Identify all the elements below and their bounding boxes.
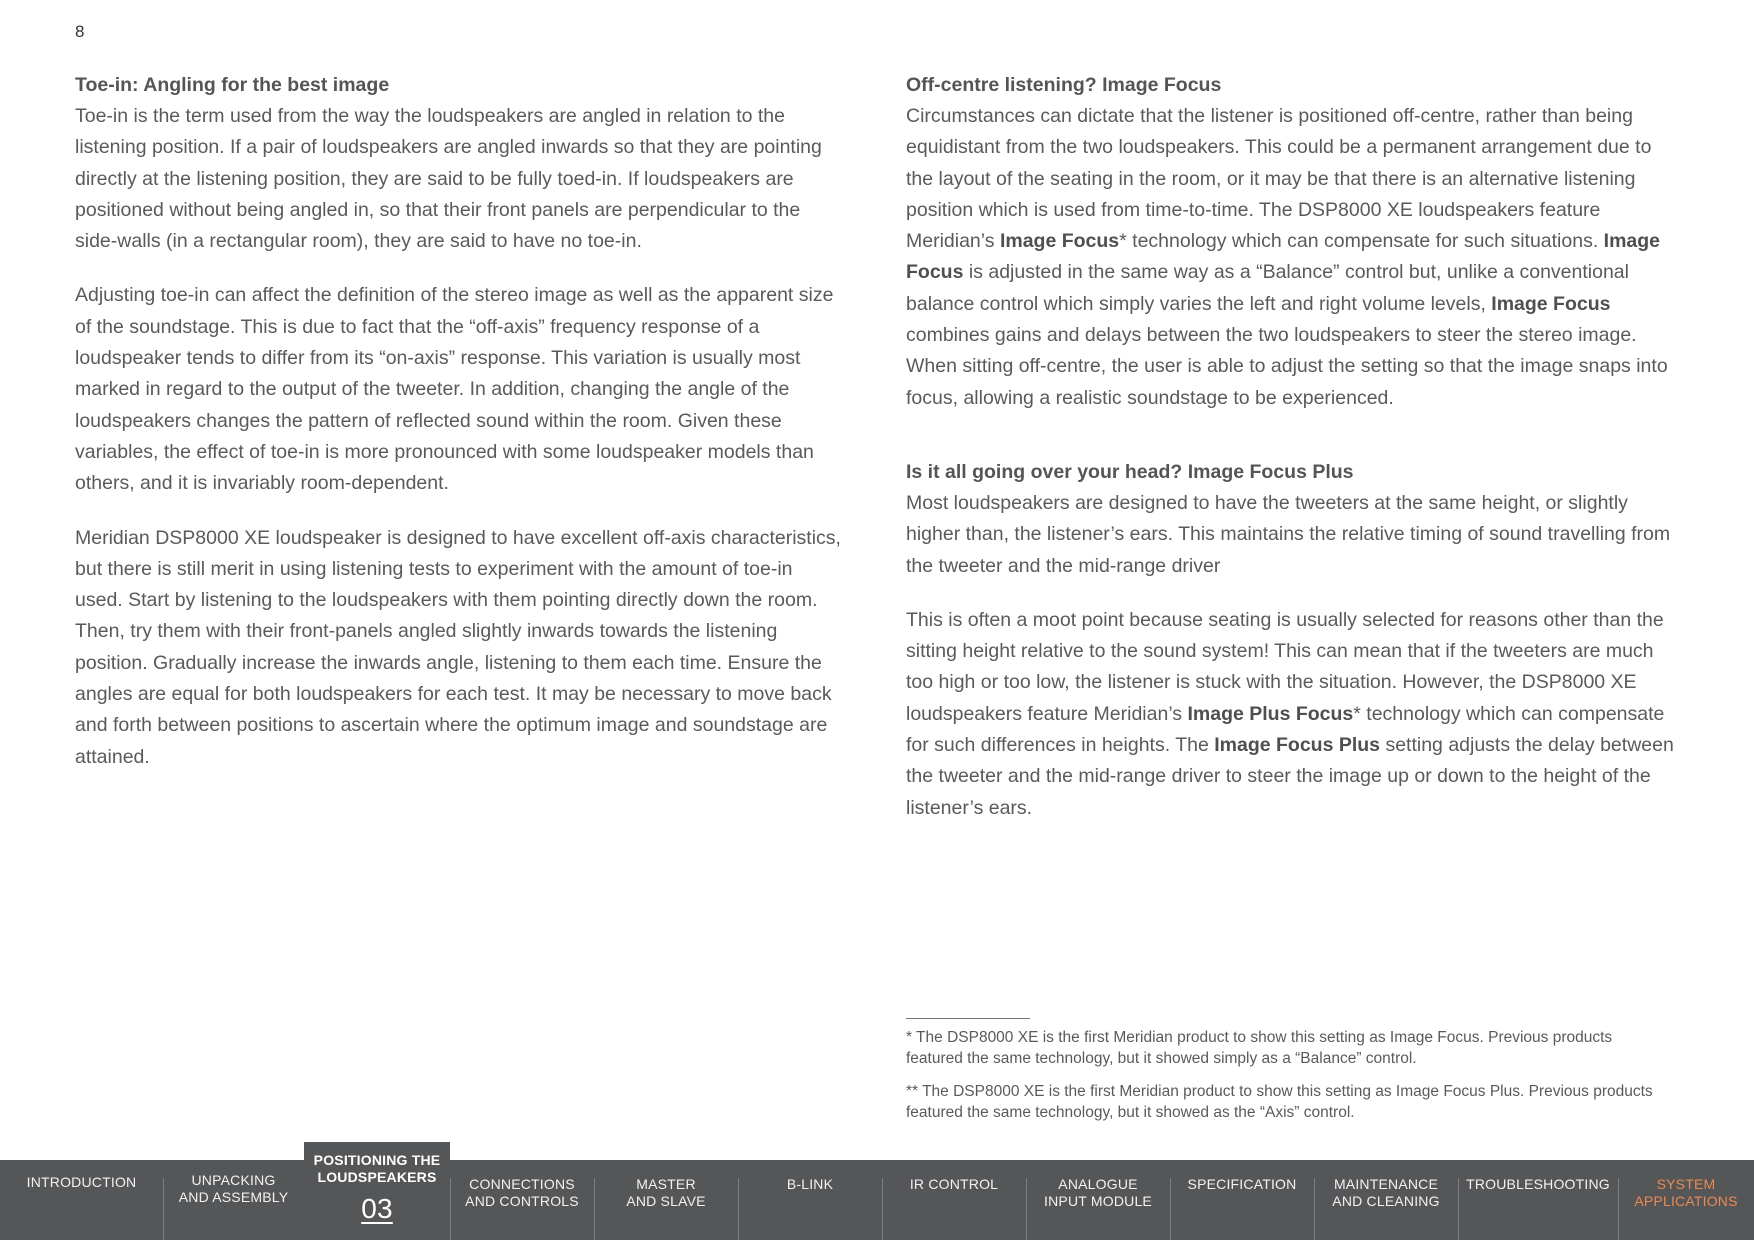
right-column [906,70,1676,847]
nav-tab-specification[interactable]: SPECIFICATION [1170,1160,1314,1240]
footnote-divider [906,1018,1030,1019]
nav-tab-analogue-input[interactable]: ANALOGUE INPUT MODULE [1026,1160,1170,1240]
section-number: 03 [361,1193,393,1224]
nav-tab-ir-control[interactable]: IR CONTROL [882,1160,1026,1240]
nav-tab-system-applications[interactable]: SYSTEM APPLICATIONS [1618,1160,1754,1240]
paragraph: Circumstances can dictate that the listener is positioned off-centre, rather than being equidistant from the two loudspeakers. This could be a permanent arrangement due to the layout of the seating in the room, or it may be that there is an alternative listening position which is used from time-to-time. The DSP8000 XE loudspeakers feature Meridian’s Image Focus* technology which can compensate for such situations. Image Focus is adjusted in the same way as a “Balance” control but, unlike a conventional balance control which simply varies the left and right volume levels, Image Focus combines gains and delays between the two loudspeakers to steer the stereo image. When sitting off-centre, the user is able to adjust the setting so that the image snaps into focus, allowing a realistic soundstage to be experienced. [906,105,1668,409]
nav-tab-introduction[interactable]: INTRODUCTION [26,1174,137,1190]
page-number: 8 [75,22,85,41]
nav-tab-troubleshooting[interactable]: TROUBLESHOOTING [1458,1160,1618,1240]
paragraph: This is often a moot point because seating is usually selected for reasons other than the sitting height relative to the sound system! This can mean that if the tweeters are much too high or too low, the listener is stuck with the situation. However, the DSP8000 XE loudspeakers feature Meridian’s Image Plus Focus* technology which can compensate for such differences in heights. The Image Focus Plus setting adjusts the delay between the tweeter and the mid-range driver to steer the image up or down to the height of the listener’s ears. [906,608,1674,819]
paragraph: Meridian DSP8000 XE loudspeaker is designed to have excellent off-axis characteristics, but there is still merit in using listening tests to experiment with the amount of toe-in used. Start by listening to the loudspeakers with them pointing directly down the room. Then, try them with their front-panels angled slightly inwards towards the listening position. Gradually increase the inwards angle, listening to them each time. Ensure the angles are equal for both loudspeakers for each test. It may be necessary to move back and forth between positions to ascertain where the optimum image and soundstage are attained. [75,526,841,768]
nav-tab-positioning[interactable]: POSITIONING THE LOUDSPEAKERS 03 [304,1142,450,1240]
paragraph: Toe-in is the term used from the way the loudspeakers are angled in relation to the listening position. If a pair of loudspeakers are angled inwards so that they are pointing directly at the listening position, they are said to be fully toed-in. If loudspeakers are positioned without being angled in, so that their front panels are perpendicular to the side-walls (in a rectangular room), they are said to have no toe-in. [75,105,822,253]
left-column [75,70,845,796]
section-nav-bar [0,1152,1754,1240]
paragraph: Adjusting toe-in can affect the definition of the stereo image as well as the apparent size of the soundstage. This is due to fact that the “off-axis” frequency response of a loudspeaker tends to differ from its “on-axis” response. This variation is usually most marked in regard to the output of the tweeter. In addition, changing the angle of the loudspeakers changes the pattern of reflected sound within the room. Given these variables, the effect of toe-in is more pronounced with some loudspeaker models than others, and it is invariably room-dependent. [75,284,834,495]
nav-tab-master-slave[interactable]: MASTER AND SLAVE [594,1160,738,1240]
nav-tab-unpacking[interactable]: UNPACKING AND ASSEMBLY [163,1160,304,1240]
nav-tab-maintenance[interactable]: MAINTENANCE AND CLEANING [1314,1160,1458,1240]
section-heading-image-focus-plus: Is it all going over your head? Image Focus Plus [906,460,1354,483]
paragraph: Most loudspeakers are designed to have the tweeters at the same height, or slightly higher than, the listener’s ears. This maintains the relative timing of sound travelling from the tweeter and the mid-range driver [906,491,1671,577]
nav-tab-connections[interactable]: CONNECTIONS AND CONTROLS [450,1160,594,1240]
nav-tab-b-link[interactable]: B-LINK [738,1160,882,1240]
footnote: * The DSP8000 XE is the first Meridian product to show this setting as Image Focus. Previous products featured the same technology, but it showed simply as a “Balance” control. [906,1029,1613,1067]
section-heading-image-focus: Off-centre listening? Image Focus [906,74,1222,96]
footnote: ** The DSP8000 XE is the first Meridian product to show this setting as Image Focus Plus. Previous products featured the same technology, but it showed as the “Axis” control. [906,1083,1653,1121]
section-heading-toe-in: Toe-in: Angling for the best image [75,74,390,96]
